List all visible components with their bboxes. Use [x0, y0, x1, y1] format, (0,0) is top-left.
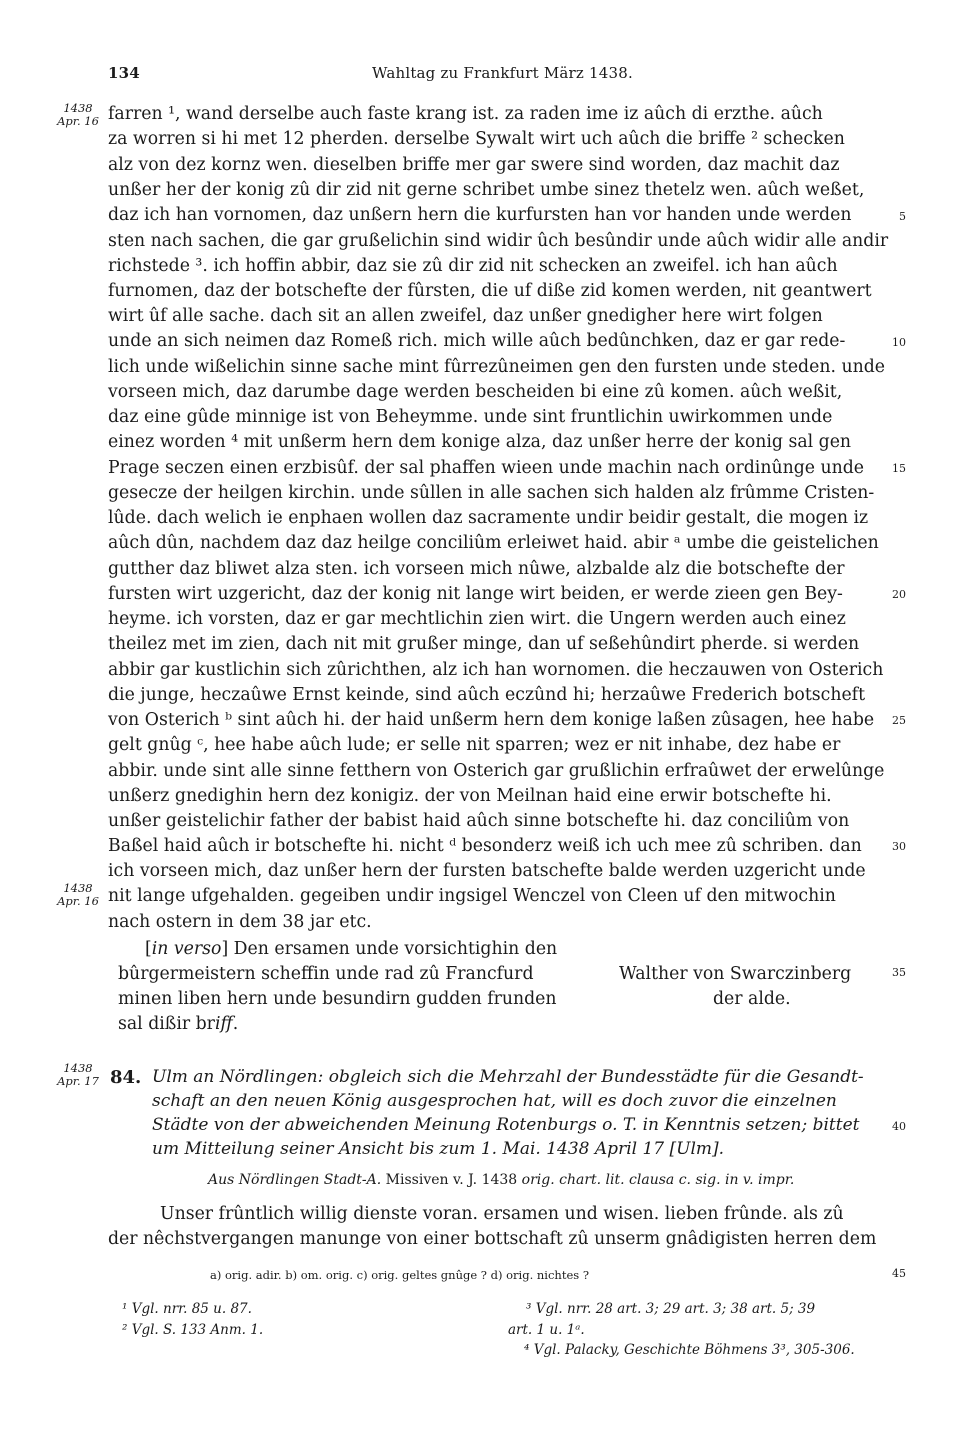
body-line: Baßel haid aûch ir botschefte hi. nicht ᵈ besonderz weiß ich uch mee zû schriben. dan: [108, 836, 862, 856]
body-line: unde an sich neimen daz Romeß rich. mich wille aûch bedûnchken, daz er gar rede-: [108, 331, 846, 351]
body-line: farren ¹, wand derselbe auch faste krang ist. za raden ime iz aûch di erzthe. aûch: [108, 104, 823, 124]
regest-line: Ulm an Nördlingen: obgleich sich die Mehrzahl der Bundesstädte für die Gesandt-: [152, 1067, 864, 1087]
regest-line: Städte von der abweichenden Meinung Rotenburgs o. T. in Kenntnis setzen; bittet: [152, 1115, 860, 1135]
margin-day: Apr. 16: [57, 114, 99, 128]
line-number: 30: [892, 840, 906, 853]
regest-line: um Mitteilung seiner Ansicht bis zum 1. Mai. 1438 April 17 [Ulm].: [152, 1139, 725, 1159]
margin-date-start: [52, 102, 104, 128]
entry-text-line: der nêchstvergangen manunge von einer bottschaft zû unserm gnâdigisten herren dem: [108, 1229, 877, 1249]
body-line: alz von dez kornz wen. dieselben briffe mer gar swere sind worden, daz machit daz: [108, 155, 840, 175]
in-verso-label: in verso: [151, 939, 222, 959]
footnote: ³ Vgl. nrr. 28 art. 3; 29 art. 3; 38 art. 5; 39: [526, 1301, 816, 1317]
line-number: 45: [892, 1267, 906, 1280]
body-line: abbir gar kustlichin sich zûrichthen, alz ich han wornomen. die heczauwen von Osterich: [108, 660, 884, 680]
body-line: ich vorseen mich, daz unßer hern der fursten batschefte balde werden uzgericht unde: [108, 861, 866, 881]
entry-text-line: Unser frûntlich willig dienste voran. ersamen und wisen. lieben frûnde. als zû: [160, 1204, 844, 1224]
body-line: fursten wirt uzgericht, daz der konig nit lange wirt beiden, er werde zieen gen Bey-: [108, 584, 843, 604]
body-line: nach ostern in dem 38 jar etc.: [108, 912, 372, 932]
line-number: 35: [892, 966, 906, 979]
body-line: unßer her der konig zû dir zid nit gerne schribet umbe sinez thetelz wen. aûch weßet,: [108, 180, 865, 200]
body-line: heyme. ich vorsten, daz er gar mechtlichin zien wirt. die Ungern werden auch einez: [108, 609, 846, 629]
address-text-italic: iff: [214, 1014, 233, 1034]
body-line: die junge, heczaûwe Ernst keinde, sind aûch eczûnd hi; herzaûwe Frederich botscheft: [108, 685, 866, 705]
body-line: lich unde wißelichin sinne sache mint fûrrezûneimen gen den fursten unde steden. unde: [108, 357, 885, 377]
line-number: 5: [899, 210, 906, 223]
body-line: aûch dûn, nachdem daz daz heilge conciliûm erleiwet haid. abir ᵃ umbe die geistelichen: [108, 533, 879, 553]
source-description: orig. chart. lit. clausa c. sig. in v. impr.: [521, 1172, 795, 1188]
address-line: minen liben hern unde besundirn gudden frunden: [118, 989, 557, 1009]
margin-year: 1438: [63, 101, 93, 115]
footnote: ¹ Vgl. nrr. 85 u. 87.: [122, 1301, 252, 1317]
regest-line: schaft an den neuen König ausgesprochen hat, will es doch zuvor die einzelnen: [152, 1091, 837, 1111]
body-line: za worren si hi met 12 pherden. derselbe Sywalt wirt uch aûch die briffe ² schecken: [108, 129, 845, 149]
body-line: richstede ³. ich hoffin abbir, daz sie zû dir zid nit schecken an zweifel. ich han aûch: [108, 256, 838, 276]
line-number: 25: [892, 714, 906, 727]
footnote: art. 1 u. 1ᵃ.: [508, 1322, 585, 1338]
source-collection: Missiven v. J. 1438: [381, 1172, 522, 1188]
body-line: furnomen, daz der botschefte der fûrsten, die uf diße zid komen werden, nit geantwert: [108, 281, 872, 301]
margin-day: Apr. 16: [57, 894, 99, 908]
body-line: gutther daz bliwet alza sten. ich vorseen mich nûwe, alzbalde alz die botschefte der: [108, 559, 845, 579]
body-line: daz eine gûde minnige ist von Beheymme. unde sint fruntlichin uwirkommen unde: [108, 407, 833, 427]
source-archive: Aus Nördlingen Stadt-A.: [208, 1172, 382, 1188]
body-line: gelt gnûg ᶜ, hee habe aûch lude; er selle nit sparren; wez er nit inhabe, dez habe er: [108, 735, 841, 755]
body-line: unßerz gnedighin hern dez konigiz. der von Meilnan haid eine erwir botschefte hi.: [108, 786, 832, 806]
entry-number: 84.: [110, 1067, 142, 1088]
running-title: Wahltag zu Frankfurt März 1438.: [372, 64, 633, 82]
footnote: ⁴ Vgl. Palacky, Geschichte Böhmens 3³, 305-306.: [524, 1342, 855, 1358]
signature-title: der alde.: [713, 989, 791, 1009]
body-line: abbir. unde sint alle sinne fetthern von Osterich gar grußlichin erfraûwet der erwelûnge: [108, 761, 885, 781]
body-line: theilez met im zien, dach nit mit grußer minge, dan uf seßehûndirt pherde. si werden: [108, 634, 860, 654]
footnote: ² Vgl. S. 133 Anm. 1.: [122, 1322, 264, 1338]
body-line: von Osterich ᵇ sint aûch hi. der haid unßerm hern dem konige laßen zûsagen, hee habe: [108, 710, 875, 730]
address-text: .: [232, 1014, 239, 1034]
body-line: gesecze der heilgen kirchin. unde sûllen in alle sachen sich halden alz frûmme Cristen-: [108, 483, 875, 503]
body-line: daz ich han vornomen, daz unßern hern die kurfursten han vor handen unde werden: [108, 205, 852, 225]
line-number: 15: [892, 462, 906, 475]
body-line: nit lange ufgehalden. gegeiben undir ingsigel Wenczel von Cleen uf den mitwochin: [108, 886, 836, 906]
body-line: Prage seczen einen erzbisûf. der sal phaffen wieen unde machin nach ordinûnge unde: [108, 458, 865, 478]
line-number: 40: [892, 1120, 906, 1133]
address-text: sal dißir br: [118, 1014, 215, 1034]
margin-date-entry84: [52, 1062, 104, 1088]
address-text: ] Den ersamen unde vorsichtighin den: [221, 939, 558, 959]
body-line: sten nach sachen, die gar grußelichin sind widir ûch besûndir unde aûch widir alle andir: [108, 231, 889, 251]
line-number: 20: [892, 588, 906, 601]
source-note: [208, 1172, 794, 1188]
body-line: lûde. dach welich ie enphaen wollen daz sacramente undir beidir gestalt, die mogen iz: [108, 508, 869, 528]
margin-date-end: [52, 882, 104, 908]
signature-name: Walther von Swarczinberg: [619, 964, 852, 984]
body-line: einez worden ⁴ mit unßerm hern dem konige alza, daz unßer herre der konig sal gen: [108, 432, 852, 452]
body-line: vorseen mich, daz darumbe dage werden bescheiden bi eine zû komen. aûch weßit,: [108, 382, 843, 402]
address-line: [in verso] Den ersamen unde vorsichtighin den: [145, 939, 558, 959]
page-number: 134: [108, 64, 140, 82]
body-line: wirt ûf alle sache. dach sit an allen zweifel, daz unßer gnedigher here wirt folgen: [108, 306, 823, 326]
body-line: unßer geistelichir father der babist haid aûch sinne botschefte hi. daz conciliûm von: [108, 811, 850, 831]
critical-apparatus: a) orig. adir. b) om. orig. c) orig. geltes gnûge ? d) orig. nichtes ?: [210, 1268, 589, 1282]
margin-day: Apr. 17: [57, 1074, 99, 1088]
line-number: 10: [892, 336, 906, 349]
address-line: [118, 1014, 238, 1034]
address-line: bûrgermeistern scheffin unde rad zû Francfurd: [118, 964, 534, 984]
margin-year: 1438: [63, 881, 93, 895]
margin-year: 1438: [63, 1061, 93, 1075]
